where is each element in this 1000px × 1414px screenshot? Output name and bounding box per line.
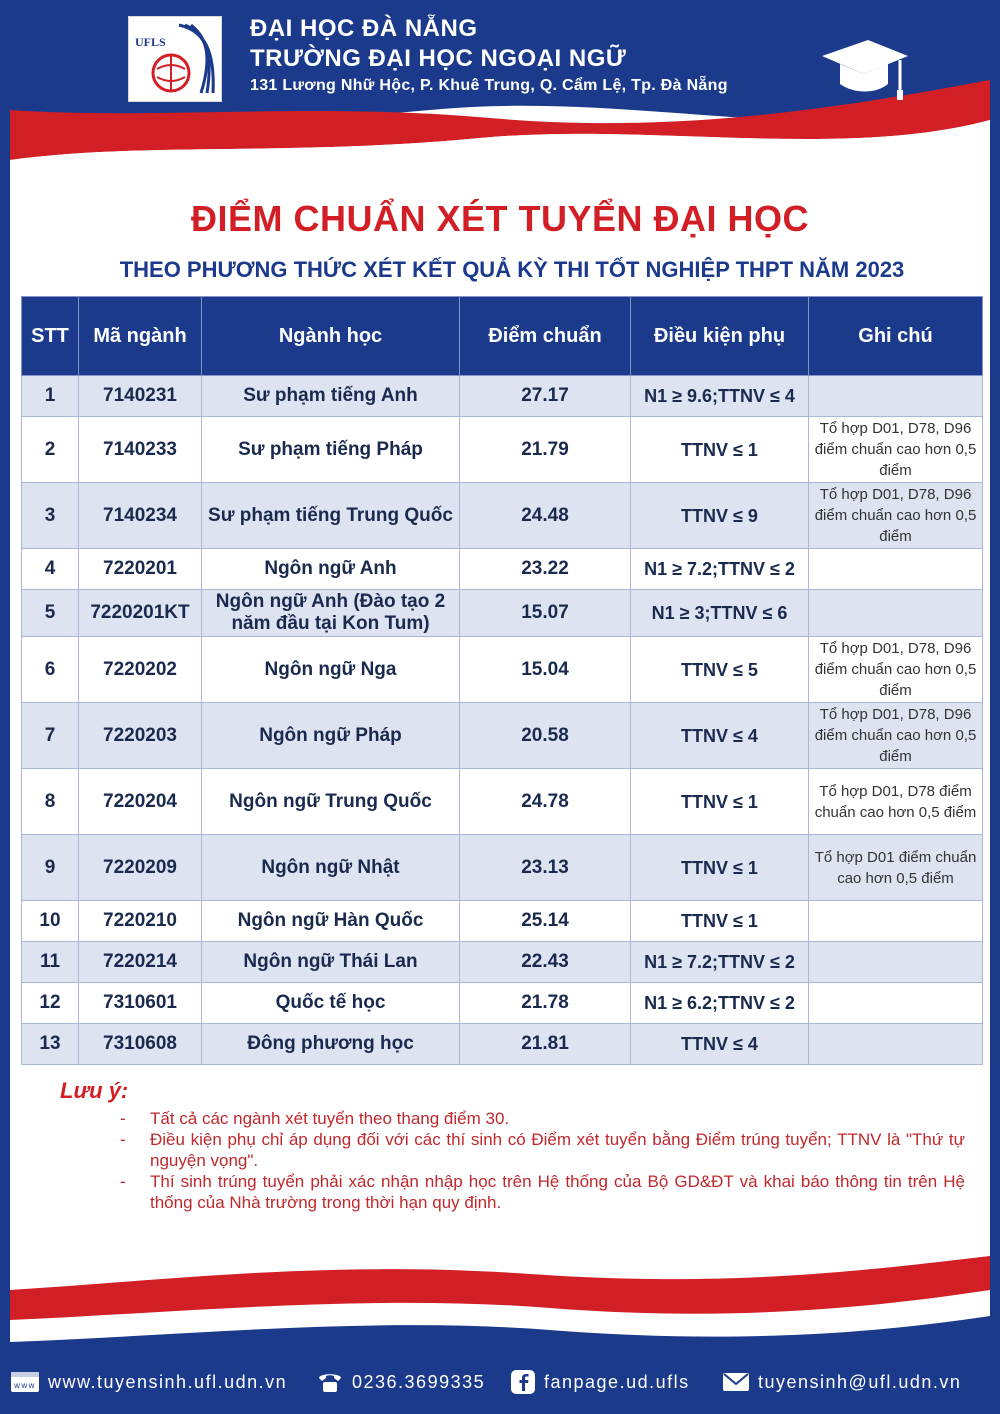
cell-note (809, 590, 983, 637)
cell-major-name: Ngôn ngữ Anh (202, 549, 460, 590)
cell-extra-condition: TTNV ≤ 5 (631, 637, 809, 703)
column-header-extra-condition: Điều kiện phụ (631, 297, 809, 376)
cell-note (809, 983, 983, 1024)
cell-major-code: 7220204 (79, 769, 202, 835)
notes-section (60, 1078, 965, 1213)
cell-stt: 5 (22, 590, 79, 637)
cell-note: Tổ hợp D01 điểm chuẩn cao hơn 0,5 điểm (809, 835, 983, 901)
cell-cutoff-score: 23.13 (460, 835, 631, 901)
cell-stt: 8 (22, 769, 79, 835)
column-header-note: Ghi chú (809, 297, 983, 376)
cell-extra-condition: TTNV ≤ 1 (631, 417, 809, 483)
school-name: TRƯỜNG ĐẠI HỌC NGOẠI NGỮ (250, 45, 627, 72)
cell-major-code: 7140233 (79, 417, 202, 483)
cell-major-code: 7220202 (79, 637, 202, 703)
header-text (250, 14, 728, 98)
cell-note: Tổ hợp D01, D78, D96 điểm chuẩn cao hơn 0,5 điểm (809, 703, 983, 769)
cell-cutoff-score: 21.81 (460, 1024, 631, 1065)
cell-cutoff-score: 20.58 (460, 703, 631, 769)
university-name: ĐẠI HỌC ĐÀ NẴNG (250, 15, 478, 42)
cell-extra-condition: N1 ≥ 9.6;TTNV ≤ 4 (631, 376, 809, 417)
table-row (22, 703, 983, 769)
cell-major-code: 7220209 (79, 835, 202, 901)
graduation-cap-icon (818, 34, 910, 106)
bullet-dash: - (120, 1109, 126, 1128)
table-row (22, 637, 983, 703)
cell-extra-condition: TTNV ≤ 1 (631, 835, 809, 901)
facebook-icon (510, 1369, 536, 1395)
website-icon (10, 1370, 40, 1394)
cell-major-code: 7220201KT (79, 590, 202, 637)
footer-contact-bar (10, 1360, 990, 1404)
bullet-dash: - (120, 1130, 126, 1149)
cell-major-name: Sư phạm tiếng Pháp (202, 417, 460, 483)
note-item (60, 1108, 965, 1129)
column-header-major-name: Ngành học (202, 297, 460, 376)
cell-note: Tổ hợp D01, D78, D96 điểm chuẩn cao hơn 0,5 điểm (809, 637, 983, 703)
cell-note: Tổ hợp D01, D78, D96 điểm chuẩn cao hơn 0,5 điểm (809, 417, 983, 483)
cell-stt: 3 (22, 483, 79, 549)
website-link[interactable]: www.tuyensinh.ufl.udn.vn (48, 1371, 288, 1392)
cell-note (809, 376, 983, 417)
note-text: Thí sinh trúng tuyển phải xác nhận nhập học trên Hệ thống của Bộ GD&ĐT và khai báo thông tin trên Hệ thống của Nhà trường trong thời hạn quy định. (150, 1172, 965, 1212)
cell-extra-condition: TTNV ≤ 1 (631, 901, 809, 942)
cell-stt: 2 (22, 417, 79, 483)
bullet-dash: - (120, 1172, 126, 1191)
table-header-row (22, 297, 983, 376)
cell-stt: 11 (22, 942, 79, 983)
cell-stt: 6 (22, 637, 79, 703)
cell-cutoff-score: 24.48 (460, 483, 631, 549)
column-header-major-code: Mã ngành (79, 297, 202, 376)
cell-cutoff-score: 21.78 (460, 983, 631, 1024)
phone-icon (316, 1370, 344, 1394)
cell-stt: 7 (22, 703, 79, 769)
cell-cutoff-score: 15.04 (460, 637, 631, 703)
column-header-cutoff-score: Điểm chuẩn (460, 297, 631, 376)
cell-cutoff-score: 25.14 (460, 901, 631, 942)
school-address: 131 Lương Nhữ Hộc, P. Khuê Trung, Q. Cẩm Lệ, Tp. Đà Nẵng (250, 77, 728, 94)
cell-cutoff-score: 27.17 (460, 376, 631, 417)
cell-extra-condition: N1 ≥ 6.2;TTNV ≤ 2 (631, 983, 809, 1024)
cell-major-name: Sư phạm tiếng Anh (202, 376, 460, 417)
cell-major-name: Quốc tế học (202, 983, 460, 1024)
cell-major-code: 7140234 (79, 483, 202, 549)
table-row (22, 417, 983, 483)
footer-phone[interactable] (316, 1370, 485, 1394)
svg-text:www: www (14, 1381, 36, 1390)
cell-major-name: Ngôn ngữ Pháp (202, 703, 460, 769)
cell-major-name: Sư phạm tiếng Trung Quốc (202, 483, 460, 549)
note-text: Điều kiện phụ chỉ áp dụng đối với các thí sinh có Điểm xét tuyển bằng Điểm trúng tuyển; TTNV là "Thứ tự nguyện vọng". (150, 1130, 965, 1170)
cell-extra-condition: N1 ≥ 7.2;TTNV ≤ 2 (631, 942, 809, 983)
cell-stt: 10 (22, 901, 79, 942)
cell-note (809, 549, 983, 590)
cell-major-name: Ngôn ngữ Anh (Đào tạo 2 năm đầu tại Kon Tum) (202, 590, 460, 637)
cell-major-code: 7220203 (79, 703, 202, 769)
fanpage-link[interactable]: fanpage.ud.ufls (544, 1371, 690, 1392)
cell-cutoff-score: 22.43 (460, 942, 631, 983)
table-row (22, 549, 983, 590)
cell-major-code: 7220210 (79, 901, 202, 942)
cell-extra-condition: TTNV ≤ 1 (631, 769, 809, 835)
cell-note (809, 942, 983, 983)
table-row (22, 901, 983, 942)
page-subtitle: THEO PHƯƠNG THỨC XÉT KẾT QUẢ KỲ THI TỐT NGHIỆP THPT NĂM 2023 (119, 257, 905, 282)
table-row (22, 1024, 983, 1065)
cell-note (809, 1024, 983, 1065)
table-row (22, 942, 983, 983)
cell-stt: 13 (22, 1024, 79, 1065)
cell-major-code: 7140231 (79, 376, 202, 417)
cell-extra-condition: N1 ≥ 7.2;TTNV ≤ 2 (631, 549, 809, 590)
cell-cutoff-score: 21.79 (460, 417, 631, 483)
cell-note: Tổ hợp D01, D78 điểm chuẩn cao hơn 0,5 điểm (809, 769, 983, 835)
page (10, 10, 990, 1404)
cell-major-name: Ngôn ngữ Trung Quốc (202, 769, 460, 835)
notes-title: Lưu ý: (60, 1078, 129, 1103)
table-row (22, 835, 983, 901)
email-icon (722, 1371, 750, 1393)
table-row (22, 590, 983, 637)
column-header-stt: STT (22, 297, 79, 376)
cell-major-name: Ngôn ngữ Nga (202, 637, 460, 703)
cell-major-code: 7310601 (79, 983, 202, 1024)
note-item (60, 1171, 965, 1213)
cell-cutoff-score: 23.22 (460, 549, 631, 590)
cell-major-code: 7220201 (79, 549, 202, 590)
cell-cutoff-score: 24.78 (460, 769, 631, 835)
cell-major-name: Ngôn ngữ Hàn Quốc (202, 901, 460, 942)
cell-stt: 9 (22, 835, 79, 901)
page-title: ĐIỂM CHUẨN XÉT TUYỂN ĐẠI HỌC (190, 198, 810, 239)
cell-extra-condition: TTNV ≤ 4 (631, 703, 809, 769)
cell-stt: 4 (22, 549, 79, 590)
cell-major-code: 7310608 (79, 1024, 202, 1065)
footer-email[interactable] (722, 1371, 961, 1393)
cell-cutoff-score: 15.07 (460, 590, 631, 637)
note-text: Tất cả các ngành xét tuyển theo thang điểm 30. (150, 1109, 510, 1128)
notes-list (60, 1108, 965, 1213)
note-item (60, 1129, 965, 1171)
cell-extra-condition: N1 ≥ 3;TTNV ≤ 6 (631, 590, 809, 637)
email-link[interactable]: tuyensinh@ufl.udn.vn (758, 1371, 962, 1392)
cell-major-name: Ngôn ngữ Thái Lan (202, 942, 460, 983)
cell-note: Tổ hợp D01, D78, D96 điểm chuẩn cao hơn 0,5 điểm (809, 483, 983, 549)
cell-major-name: Đông phương học (202, 1024, 460, 1065)
cell-extra-condition: TTNV ≤ 9 (631, 483, 809, 549)
phone-number[interactable]: 0236.3699335 (352, 1371, 486, 1392)
logo-stripes (175, 21, 219, 97)
footer-fanpage[interactable] (510, 1369, 690, 1395)
table-row (22, 983, 983, 1024)
cell-stt: 12 (22, 983, 79, 1024)
cell-major-name: Ngôn ngữ Nhật (202, 835, 460, 901)
table-row (22, 769, 983, 835)
cell-extra-condition: TTNV ≤ 4 (631, 1024, 809, 1065)
cell-note (809, 901, 983, 942)
footer-website[interactable] (10, 1370, 287, 1394)
table-row (22, 483, 983, 549)
cell-major-code: 7220214 (79, 942, 202, 983)
university-logo (128, 16, 222, 102)
table-row (22, 376, 983, 417)
logo-text: UFLS (135, 35, 166, 49)
admission-score-table (21, 296, 983, 1065)
cell-stt: 1 (22, 376, 79, 417)
